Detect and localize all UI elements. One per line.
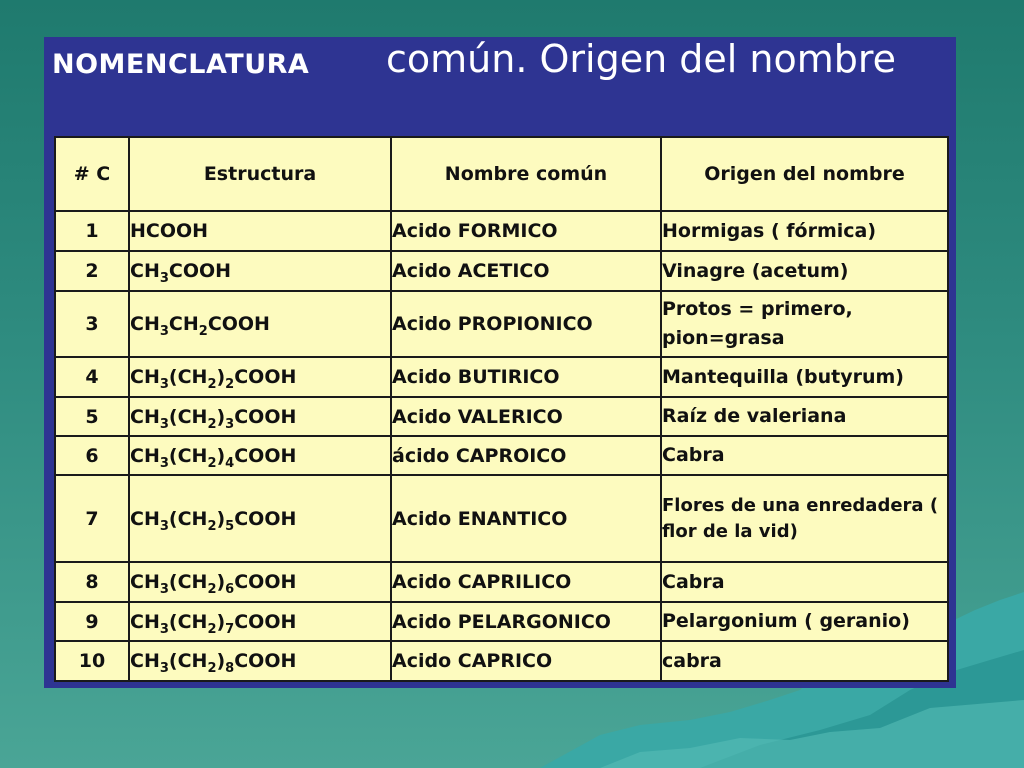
cell-common-name: Acido BUTIRICO [391,357,661,397]
table-body [55,211,948,681]
nomenclature-table [54,136,949,682]
cell-structure: $CH_3(CH_2)_7COOH$ [129,602,391,641]
slide-title-left: NOMENCLATURA [52,49,310,80]
cell-name-origin: Mantequilla (butyrum) [661,357,948,397]
cell-structure: $CH_3(CH_2)_4COOH$ [129,436,391,475]
cell-common-name: Acido ENANTICO [391,475,661,562]
header-common-name: Nombre común [391,137,661,211]
cell-carbon-count: 6 [55,436,129,475]
cell-structure: $CH_3(CH_2)_5COOH$ [129,475,391,562]
table-row [55,291,948,357]
cell-structure: $CH_3(CH_2)_2COOH$ [129,357,391,397]
cell-common-name: Acido VALERICO [391,397,661,436]
cell-name-origin: Flores de una enredadera ( flor de la vid) [661,475,948,562]
table-row [55,641,948,681]
table-header-row [55,137,948,211]
cell-common-name: Acido PELARGONICO [391,602,661,641]
cell-carbon-count: 7 [55,475,129,562]
table-row [55,211,948,251]
cell-name-origin: Pelargonium ( geranio) [661,602,948,641]
cell-name-origin: cabra [661,641,948,681]
cell-common-name: Acido CAPRILICO [391,562,661,602]
header-structure: Estructura [129,137,391,211]
table-row [55,436,948,475]
cell-common-name: Acido CAPRICO [391,641,661,681]
cell-carbon-count: 9 [55,602,129,641]
cell-name-origin: Cabra [661,436,948,475]
slide-title-right: común. Origen del nombre [386,37,897,81]
cell-name-origin: Vinagre (acetum) [661,251,948,291]
header-carbon-count: # C [55,137,129,211]
table-row [55,397,948,436]
cell-structure: $CH_3(CH_2)_6COOH$ [129,562,391,602]
cell-name-origin: Raíz de valeriana [661,397,948,436]
cell-carbon-count: 2 [55,251,129,291]
cell-structure: $CH_3(CH_2)_3COOH$ [129,397,391,436]
cell-name-origin: Cabra [661,562,948,602]
cell-carbon-count: 1 [55,211,129,251]
cell-structure: $CH_3COOH$ [129,251,391,291]
table-row [55,602,948,641]
cell-common-name: Acido PROPIONICO [391,291,661,357]
table-row [55,475,948,562]
cell-carbon-count: 4 [55,357,129,397]
cell-carbon-count: 8 [55,562,129,602]
cell-structure: $CH_3(CH_2)_8COOH$ [129,641,391,681]
table-row [55,251,948,291]
table-row [55,562,948,602]
cell-common-name: Acido ACETICO [391,251,661,291]
cell-common-name: Acido FORMICO [391,211,661,251]
slide-panel [44,37,956,688]
cell-name-origin: Protos = primero, pion=grasa [661,291,948,357]
cell-carbon-count: 3 [55,291,129,357]
cell-carbon-count: 5 [55,397,129,436]
table-row [55,357,948,397]
cell-common-name: ácido CAPROICO [391,436,661,475]
cell-name-origin: Hormigas ( fórmica) [661,211,948,251]
cell-structure: $CH_3CH_2COOH$ [129,291,391,357]
cell-carbon-count: 10 [55,641,129,681]
cell-structure: HCOOH [129,211,391,251]
header-name-origin: Origen del nombre [661,137,948,211]
